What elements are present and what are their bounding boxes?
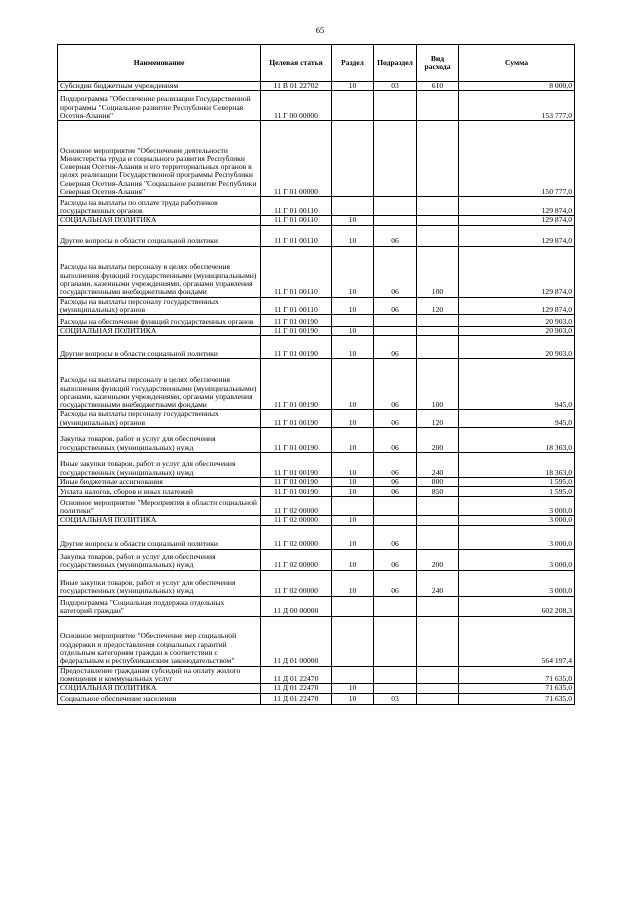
table-cell-subsection bbox=[374, 666, 417, 684]
table-cell-name: Основное мероприятие "Мероприятия в области социальной политики" bbox=[58, 497, 261, 516]
table-row bbox=[58, 216, 575, 225]
table-cell-vid: 100 bbox=[417, 359, 459, 410]
table-cell-sum: 129 874,0 bbox=[459, 246, 575, 297]
table-cell-section: 10 bbox=[332, 82, 374, 91]
table-cell-name: Расходы на выплаты персоналу в целях обеспечения выполнения функций государственными (муниципальными) органами, казенными учреждениями, органами управления государственными внебюджетными фондами bbox=[58, 359, 261, 410]
table-cell-vid bbox=[417, 525, 459, 549]
table-cell-vid: 100 bbox=[417, 246, 459, 297]
table-cell-name: Основное мероприятие "Обеспечение мер социальной поддержки и предоставления социальных гарантий отдельным категориям граждан в соответствии с федеральным и республиканским законодательством" bbox=[58, 616, 261, 666]
table-cell-section bbox=[332, 666, 374, 684]
table-cell-sum: 1 595,0 bbox=[459, 478, 575, 487]
table-cell-section: 10 bbox=[332, 297, 374, 315]
table-cell-sum: 602 208,3 bbox=[459, 596, 575, 616]
table-cell-code: 11 Г 01 00190 bbox=[261, 453, 332, 478]
table-cell-name: Закупка товаров, работ и услуг для обеспечения государственных (муниципальных) нужд bbox=[58, 549, 261, 570]
table-cell-vid bbox=[417, 684, 459, 693]
table-cell-vid: 200 bbox=[417, 428, 459, 453]
table-cell-code: 11 Г 02 00000 bbox=[261, 525, 332, 549]
table-cell-sum: 3 000,0 bbox=[459, 525, 575, 549]
table-cell-name: Другие вопросы в области социальной политики bbox=[58, 525, 261, 549]
table-cell-sum: 18 363,0 bbox=[459, 428, 575, 453]
table-cell-code: 11 Г 01 00110 bbox=[261, 297, 332, 315]
table-cell-code: 11 Г 01 00190 bbox=[261, 428, 332, 453]
table-row bbox=[58, 487, 575, 497]
table-cell-code: 11 Г 00 00000 bbox=[261, 91, 332, 121]
table-cell-subsection bbox=[374, 616, 417, 666]
table-cell-vid bbox=[417, 216, 459, 225]
table-cell-sum: 8 000,0 bbox=[459, 82, 575, 91]
table-cell-vid: 240 bbox=[417, 570, 459, 596]
table-cell-code: 11 Г 01 00110 bbox=[261, 246, 332, 297]
table-row bbox=[58, 297, 575, 315]
table-cell-code: 11 Г 01 00190 bbox=[261, 487, 332, 497]
table-cell-subsection: 06 bbox=[374, 246, 417, 297]
table-cell-subsection bbox=[374, 684, 417, 693]
table-cell-subsection bbox=[374, 516, 417, 525]
table-cell-vid bbox=[417, 497, 459, 516]
table-cell-section bbox=[332, 596, 374, 616]
header-section: Раздел bbox=[332, 45, 374, 82]
table-row bbox=[58, 327, 575, 336]
table-cell-sum: 20 903,0 bbox=[459, 336, 575, 359]
table-cell-vid: 610 bbox=[417, 82, 459, 91]
table-cell-subsection: 06 bbox=[374, 453, 417, 478]
table-row bbox=[58, 525, 575, 549]
table-cell-section bbox=[332, 197, 374, 216]
table-cell-name: Расходы на обеспечение функций государственных органов bbox=[58, 315, 261, 327]
table-cell-vid bbox=[417, 666, 459, 684]
table-cell-section bbox=[332, 121, 374, 197]
budget-table bbox=[57, 44, 575, 705]
table-cell-sum: 129 874,0 bbox=[459, 197, 575, 216]
table-row bbox=[58, 596, 575, 616]
table-cell-subsection: 06 bbox=[374, 549, 417, 570]
table-row bbox=[58, 684, 575, 693]
table-cell-code: 11 Г 01 00000 bbox=[261, 121, 332, 197]
table-cell-subsection: 06 bbox=[374, 336, 417, 359]
table-cell-subsection: 03 bbox=[374, 693, 417, 704]
table-row bbox=[58, 478, 575, 487]
table-cell-section bbox=[332, 315, 374, 327]
table-cell-subsection: 06 bbox=[374, 487, 417, 497]
table-cell-section: 10 bbox=[332, 410, 374, 428]
table-cell-subsection: 06 bbox=[374, 359, 417, 410]
table-cell-code: 11 Г 01 00190 bbox=[261, 359, 332, 410]
table-cell-code: 11 Г 02 00000 bbox=[261, 516, 332, 525]
table-cell-name: Расходы на выплаты по оплате труда работников государственных органов bbox=[58, 197, 261, 216]
table-row bbox=[58, 225, 575, 246]
table-cell-sum: 945,0 bbox=[459, 410, 575, 428]
table-cell-vid bbox=[417, 225, 459, 246]
table-cell-name: Иные закупки товаров, работ и услуг для обеспечения государственных (муниципальных) нужд bbox=[58, 453, 261, 478]
table-cell-vid bbox=[417, 693, 459, 704]
table-cell-vid bbox=[417, 121, 459, 197]
table-cell-section: 10 bbox=[332, 336, 374, 359]
table-cell-subsection bbox=[374, 497, 417, 516]
table-cell-code: 11 Д 01 22470 bbox=[261, 693, 332, 704]
header-code: Целевая статья bbox=[261, 45, 332, 82]
table-header-row bbox=[58, 45, 575, 82]
table-cell-vid bbox=[417, 327, 459, 336]
table-cell-subsection bbox=[374, 327, 417, 336]
table-cell-sum: 564 197,4 bbox=[459, 616, 575, 666]
table-cell-code: 11 Г 02 00000 bbox=[261, 570, 332, 596]
table-cell-subsection: 06 bbox=[374, 225, 417, 246]
page-number: 65 bbox=[315, 25, 325, 35]
table-row bbox=[58, 693, 575, 704]
table-row bbox=[58, 666, 575, 684]
table-cell-subsection: 06 bbox=[374, 410, 417, 428]
table-cell-sum: 129 874,0 bbox=[459, 297, 575, 315]
table-cell-subsection bbox=[374, 216, 417, 225]
table-cell-code: 11 Д 01 00000 bbox=[261, 616, 332, 666]
table-cell-sum: 3 000,0 bbox=[459, 516, 575, 525]
table-cell-section: 10 bbox=[332, 359, 374, 410]
table-cell-sum: 3 000,0 bbox=[459, 570, 575, 596]
table-cell-name: Иные бюджетные ассигнования bbox=[58, 478, 261, 487]
table-cell-sum: 18 363,0 bbox=[459, 453, 575, 478]
table-cell-code: 11 Д 00 00000 bbox=[261, 596, 332, 616]
table-cell-code: 11 Г 02 00000 bbox=[261, 497, 332, 516]
table-cell-name: Расходы на выплаты персоналу государственных (муниципальных) органов bbox=[58, 297, 261, 315]
table-row bbox=[58, 246, 575, 297]
table-cell-vid bbox=[417, 336, 459, 359]
table-cell-code: 11 Д 01 22470 bbox=[261, 666, 332, 684]
table-row bbox=[58, 91, 575, 121]
table-cell-name: СОЦИАЛЬНАЯ ПОЛИТИКА bbox=[58, 516, 261, 525]
table-cell-code: 11 Г 01 00110 bbox=[261, 225, 332, 246]
table-cell-vid bbox=[417, 197, 459, 216]
table-cell-vid: 120 bbox=[417, 297, 459, 315]
table-cell-vid: 850 bbox=[417, 487, 459, 497]
table-cell-sum: 129 874,0 bbox=[459, 216, 575, 225]
table-cell-name: СОЦИАЛЬНАЯ ПОЛИТИКА bbox=[58, 327, 261, 336]
table-row bbox=[58, 497, 575, 516]
table-cell-section: 10 bbox=[332, 516, 374, 525]
table-cell-subsection bbox=[374, 315, 417, 327]
table-cell-code: 11 Г 01 00190 bbox=[261, 315, 332, 327]
table-row bbox=[58, 453, 575, 478]
table-cell-subsection bbox=[374, 596, 417, 616]
table-cell-vid bbox=[417, 596, 459, 616]
table-cell-name: Основное мероприятие "Обеспечение деятельности Министерства труда и социального развития Республики Северная Осетия-Алания и его территориальных органов в целях реализации Государственной программы Республики Северная Осетия-Алания "Социальное развитие Республики Северная Осетия-Алания" bbox=[58, 121, 261, 197]
table-row bbox=[58, 359, 575, 410]
table-cell-name: Расходы на выплаты персоналу государственных (муниципальных) органов bbox=[58, 410, 261, 428]
table-cell-subsection: 06 bbox=[374, 478, 417, 487]
table-cell-subsection: 03 bbox=[374, 82, 417, 91]
table-cell-name: Другие вопросы в области социальной политики bbox=[58, 336, 261, 359]
table-cell-name: СОЦИАЛЬНАЯ ПОЛИТИКА bbox=[58, 216, 261, 225]
table-cell-sum: 71 635,0 bbox=[459, 666, 575, 684]
header-name: Наименование bbox=[58, 45, 261, 82]
table-row bbox=[58, 516, 575, 525]
table-cell-subsection: 06 bbox=[374, 297, 417, 315]
table-cell-name: Предоставление гражданам субсидий на оплату жилого помещения и коммунальных услуг bbox=[58, 666, 261, 684]
table-cell-section: 10 bbox=[332, 693, 374, 704]
table-cell-code: 11 Г 02 00000 bbox=[261, 549, 332, 570]
table-row bbox=[58, 121, 575, 197]
table-cell-section: 10 bbox=[332, 453, 374, 478]
table-cell-sum: 1 595,0 bbox=[459, 487, 575, 497]
table-cell-sum: 71 635,0 bbox=[459, 693, 575, 704]
table-cell-section: 10 bbox=[332, 478, 374, 487]
table-cell-name: Подпрограмма "Социальная поддержка отдельных категорий граждан" bbox=[58, 596, 261, 616]
header-vid: Вид расхода bbox=[417, 45, 459, 82]
table-cell-subsection: 06 bbox=[374, 525, 417, 549]
table-cell-name: СОЦИАЛЬНАЯ ПОЛИТИКА bbox=[58, 684, 261, 693]
header-sum: Сумма bbox=[459, 45, 575, 82]
table-cell-sum: 71 635,0 bbox=[459, 684, 575, 693]
table-cell-vid: 800 bbox=[417, 478, 459, 487]
table-cell-section: 10 bbox=[332, 327, 374, 336]
table-cell-code: 11 Д 01 22470 bbox=[261, 684, 332, 693]
table-cell-vid: 240 bbox=[417, 453, 459, 478]
table-cell-section: 10 bbox=[332, 549, 374, 570]
table-cell-sum: 20 903,0 bbox=[459, 327, 575, 336]
table-cell-name: Подпрограмма "Обеспечение реализации Государственной программы "Социальное развитие Республики Северная Осетия-Алания" bbox=[58, 91, 261, 121]
header-subsection: Подраздел bbox=[374, 45, 417, 82]
table-cell-name: Иные закупки товаров, работ и услуг для обеспечения государственных (муниципальных) нужд bbox=[58, 570, 261, 596]
table-cell-code: 11 В 01 22702 bbox=[261, 82, 332, 91]
table-row bbox=[58, 410, 575, 428]
table-row bbox=[58, 616, 575, 666]
table-cell-section: 10 bbox=[332, 428, 374, 453]
table-cell-section: 10 bbox=[332, 525, 374, 549]
table-cell-sum: 3 000,0 bbox=[459, 497, 575, 516]
table-cell-vid bbox=[417, 516, 459, 525]
table-cell-sum: 129 874,0 bbox=[459, 225, 575, 246]
table-cell-code: 11 Г 01 00110 bbox=[261, 216, 332, 225]
table-cell-name: Расходы на выплаты персоналу в целях обеспечения выполнения функций государственными (муниципальными) органами, казенными учреждениями, органами управления государственными внебюджетными фондами bbox=[58, 246, 261, 297]
table-cell-name: Субсидии бюджетным учреждениям bbox=[58, 82, 261, 91]
table-cell-vid: 120 bbox=[417, 410, 459, 428]
table-cell-code: 11 Г 01 00190 bbox=[261, 327, 332, 336]
table-cell-vid bbox=[417, 315, 459, 327]
table-cell-section: 10 bbox=[332, 684, 374, 693]
table-cell-section: 10 bbox=[332, 570, 374, 596]
table-cell-vid: 200 bbox=[417, 549, 459, 570]
table-cell-section bbox=[332, 91, 374, 121]
table-cell-name: Социальное обеспечение населения bbox=[58, 693, 261, 704]
table-row bbox=[58, 315, 575, 327]
table-cell-code: 11 Г 01 00190 bbox=[261, 478, 332, 487]
table-cell-sum: 20 903,0 bbox=[459, 315, 575, 327]
table-cell-code: 11 Г 01 00190 bbox=[261, 336, 332, 359]
table-cell-code: 11 Г 01 00110 bbox=[261, 197, 332, 216]
table-cell-section bbox=[332, 616, 374, 666]
table-cell-name: Другие вопросы в области социальной политики bbox=[58, 225, 261, 246]
table-cell-subsection bbox=[374, 121, 417, 197]
table-cell-subsection: 06 bbox=[374, 428, 417, 453]
table-row bbox=[58, 570, 575, 596]
table-cell-sum: 3 000,0 bbox=[459, 549, 575, 570]
table-row bbox=[58, 82, 575, 91]
table-cell-name: Закупка товаров, работ и услуг для обеспечения государственных (муниципальных) нужд bbox=[58, 428, 261, 453]
table-row bbox=[58, 197, 575, 216]
table-cell-subsection bbox=[374, 197, 417, 216]
table-cell-sum: 150 777,0 bbox=[459, 121, 575, 197]
table-cell-section: 10 bbox=[332, 216, 374, 225]
table-cell-section: 10 bbox=[332, 487, 374, 497]
table-row bbox=[58, 336, 575, 359]
table-cell-vid bbox=[417, 616, 459, 666]
table-cell-vid bbox=[417, 91, 459, 121]
table-cell-section: 10 bbox=[332, 225, 374, 246]
table-cell-section bbox=[332, 497, 374, 516]
table-row bbox=[58, 428, 575, 453]
table-cell-subsection: 06 bbox=[374, 570, 417, 596]
table-cell-sum: 153 777,0 bbox=[459, 91, 575, 121]
table-row bbox=[58, 549, 575, 570]
table-cell-code: 11 Г 01 00190 bbox=[261, 410, 332, 428]
table-cell-section: 10 bbox=[332, 246, 374, 297]
table-cell-name: Уплата налогов, сборов и иных платежей bbox=[58, 487, 261, 497]
table-cell-subsection bbox=[374, 91, 417, 121]
table-cell-sum: 945,0 bbox=[459, 359, 575, 410]
